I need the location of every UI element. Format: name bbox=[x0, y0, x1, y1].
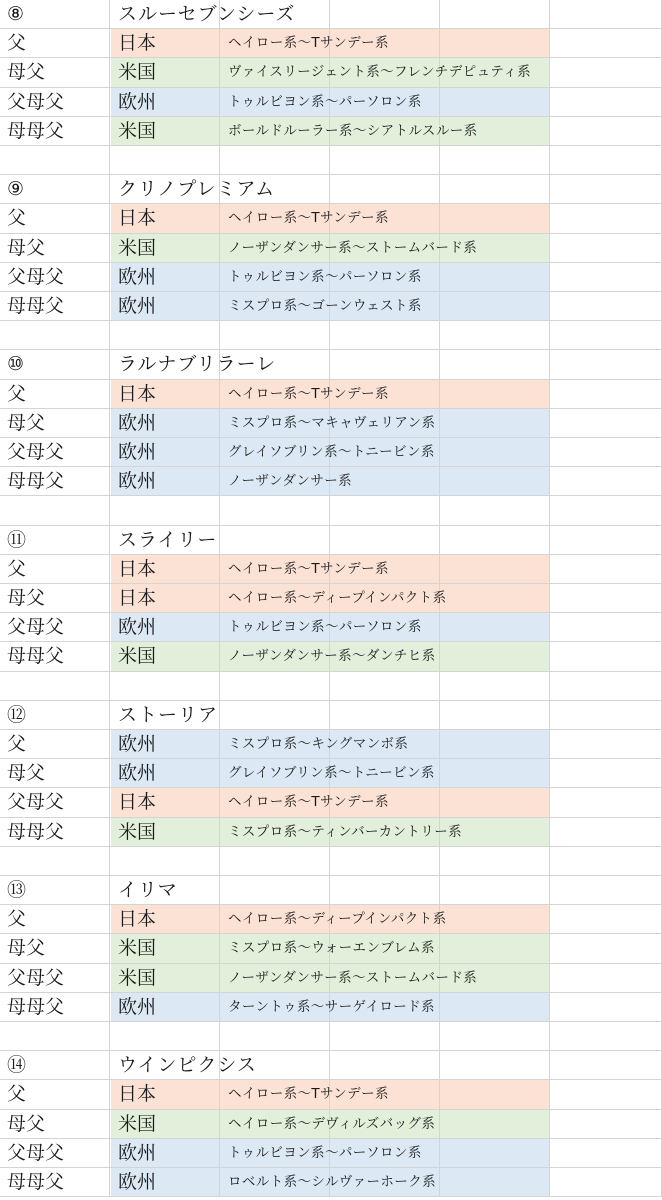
relation-label: 父母父 bbox=[7, 616, 65, 639]
pedigree-row bbox=[0, 1139, 662, 1168]
grid-cell[interactable] bbox=[550, 350, 662, 379]
grid-cell[interactable] bbox=[440, 526, 550, 555]
grid-cell[interactable] bbox=[440, 584, 550, 613]
grid-cell[interactable] bbox=[550, 672, 662, 701]
grid-cell[interactable] bbox=[330, 701, 440, 730]
grid-cell[interactable] bbox=[440, 1022, 550, 1051]
country-label: 米国 bbox=[118, 645, 157, 668]
relation-label: 母母父 bbox=[7, 470, 65, 493]
country-label: 米国 bbox=[118, 1112, 157, 1135]
pedigree-row bbox=[0, 409, 662, 438]
lineage-label: ミスプロ系〜キングマンボ系 bbox=[228, 736, 409, 752]
lineage-label: ロベルト系〜シルヴァーホーク系 bbox=[228, 1174, 437, 1190]
lineage-label: ヴァイスリージェント系〜フレンチデピュティ系 bbox=[228, 64, 532, 81]
relation-label: 母父 bbox=[7, 762, 46, 785]
country-label: 日本 bbox=[118, 1083, 157, 1106]
relation-label: 母母父 bbox=[7, 295, 65, 317]
grid-cell[interactable] bbox=[550, 993, 662, 1022]
grid-cell[interactable] bbox=[550, 1168, 662, 1197]
grid-cell[interactable] bbox=[440, 175, 550, 204]
grid-cell[interactable] bbox=[220, 526, 330, 555]
lineage-label: トゥルビヨン系〜パーソロン系 bbox=[228, 93, 422, 110]
relation-label: 母父 bbox=[7, 61, 46, 84]
lineage-label: トゥルビヨン系〜パーソロン系 bbox=[228, 268, 422, 285]
relation-label: 母母父 bbox=[7, 645, 65, 668]
grid-cell[interactable] bbox=[440, 350, 550, 379]
horse-name: クリノプレミアム bbox=[118, 178, 276, 201]
lineage-label: グレイソブリン系〜トニービン系 bbox=[228, 765, 435, 782]
pedigree-row bbox=[0, 263, 662, 292]
pedigree-row bbox=[0, 117, 662, 146]
horse-header-row bbox=[0, 1051, 662, 1080]
grid-cell[interactable] bbox=[440, 905, 550, 934]
lineage-label: トゥルビヨン系〜パーソロン系 bbox=[228, 619, 422, 636]
grid-cell[interactable] bbox=[0, 146, 110, 175]
grid-cell[interactable] bbox=[440, 321, 550, 350]
country-label: 米国 bbox=[118, 61, 157, 84]
horse-name: スルーセブンシーズ bbox=[118, 3, 296, 25]
horse-header-row bbox=[0, 0, 662, 29]
grid-cell[interactable] bbox=[550, 818, 662, 847]
pedigree-row bbox=[0, 759, 662, 788]
grid-cell[interactable] bbox=[550, 438, 662, 467]
grid-cell[interactable] bbox=[440, 438, 550, 467]
lineage-label: ヘイロー系〜ディープインパクト系 bbox=[228, 590, 447, 606]
relation-label: 母母父 bbox=[7, 820, 65, 843]
grid-cell[interactable] bbox=[440, 263, 550, 292]
country-label: 欧州 bbox=[118, 441, 157, 463]
grid-cell[interactable] bbox=[220, 701, 330, 730]
grid-cell[interactable] bbox=[550, 1139, 662, 1168]
lineage-label: ヘイロー系〜Tサンデー系 bbox=[228, 560, 389, 577]
grid-cell[interactable] bbox=[440, 204, 550, 233]
grid-cell[interactable] bbox=[550, 555, 662, 584]
country-label: 欧州 bbox=[118, 411, 157, 434]
grid-cell[interactable] bbox=[440, 1110, 550, 1139]
horse-header-row bbox=[0, 876, 662, 905]
horse-name: イリマ bbox=[118, 879, 178, 901]
grid-cell[interactable] bbox=[440, 146, 550, 175]
relation-label: 父母父 bbox=[7, 1141, 65, 1164]
lineage-label: トゥルビヨン系〜パーソロン系 bbox=[228, 1144, 422, 1161]
grid-cell[interactable] bbox=[550, 29, 662, 58]
country-label: 米国 bbox=[118, 966, 157, 989]
country-label: 日本 bbox=[118, 207, 157, 230]
country-label: 米国 bbox=[118, 820, 157, 843]
grid-cell[interactable] bbox=[550, 964, 662, 993]
grid-cell[interactable] bbox=[440, 672, 550, 701]
lineage-label: ヘイロー系〜デヴィルズバッグ系 bbox=[228, 1115, 436, 1132]
pedigree-row bbox=[0, 58, 662, 87]
grid-cell[interactable] bbox=[550, 759, 662, 788]
grid-cell[interactable] bbox=[440, 380, 550, 409]
country-label: 欧州 bbox=[118, 1141, 157, 1164]
grid-cell[interactable] bbox=[550, 409, 662, 438]
country-label: 米国 bbox=[118, 937, 157, 960]
relation-label: 母父 bbox=[7, 1112, 46, 1135]
grid-cell[interactable] bbox=[550, 934, 662, 963]
grid-cell[interactable] bbox=[220, 847, 330, 876]
relation-label: 母父 bbox=[7, 236, 46, 259]
lineage-label: ヘイロー系〜ディープインパクト系 bbox=[228, 911, 447, 928]
grid-cell[interactable] bbox=[550, 292, 662, 321]
grid-cell[interactable] bbox=[330, 672, 440, 701]
relation-label: 父 bbox=[7, 908, 27, 931]
pedigree-row bbox=[0, 438, 662, 467]
horse-header-row bbox=[0, 701, 662, 730]
country-label: 日本 bbox=[118, 557, 157, 580]
grid-cell[interactable] bbox=[550, 526, 662, 555]
grid-cell[interactable] bbox=[330, 496, 440, 525]
pedigree-row bbox=[0, 934, 662, 963]
horse-number: ⑬ bbox=[7, 879, 27, 901]
country-label: 欧州 bbox=[118, 616, 157, 639]
relation-label: 母父 bbox=[7, 937, 46, 960]
country-label: 日本 bbox=[118, 32, 157, 55]
horse-number: ⑩ bbox=[7, 353, 25, 376]
country-label: 日本 bbox=[118, 791, 157, 814]
relation-label: 父母父 bbox=[7, 966, 65, 989]
pedigree-row bbox=[0, 613, 662, 642]
grid-cell[interactable] bbox=[550, 146, 662, 175]
grid-cell[interactable] bbox=[440, 934, 550, 963]
grid-cell[interactable] bbox=[330, 350, 440, 379]
relation-label: 父 bbox=[7, 733, 27, 755]
grid-cell[interactable] bbox=[440, 555, 550, 584]
lineage-label: グレイソブリン系〜トニービン系 bbox=[228, 444, 435, 460]
relation-label: 父母父 bbox=[7, 791, 65, 814]
relation-label: 父母父 bbox=[7, 441, 65, 463]
horse-name: スライリー bbox=[118, 528, 218, 551]
blank-row bbox=[0, 496, 662, 525]
grid-cell[interactable] bbox=[550, 321, 662, 350]
country-label: 欧州 bbox=[118, 265, 157, 288]
horse-number: ⑭ bbox=[7, 1054, 27, 1077]
grid-cell[interactable] bbox=[110, 672, 220, 701]
country-label: 欧州 bbox=[118, 295, 157, 317]
lineage-label: ノーザンダンサー系〜ダンチヒ系 bbox=[228, 648, 436, 665]
lineage-label: ミスプロ系〜ゴーンウェスト系 bbox=[228, 298, 422, 314]
country-label: 欧州 bbox=[118, 1171, 157, 1193]
grid-cell[interactable] bbox=[440, 88, 550, 117]
pedigree-row bbox=[0, 29, 662, 58]
country-label: 日本 bbox=[118, 587, 157, 609]
grid-cell[interactable] bbox=[330, 1051, 440, 1080]
grid-cell[interactable] bbox=[440, 642, 550, 671]
grid-cell[interactable] bbox=[440, 993, 550, 1022]
grid-cell[interactable] bbox=[550, 1051, 662, 1080]
grid-cell[interactable] bbox=[330, 876, 440, 905]
horse-number: ⑧ bbox=[7, 3, 25, 25]
blank-row bbox=[0, 847, 662, 876]
grid-cell[interactable] bbox=[550, 730, 662, 759]
grid-cell[interactable] bbox=[550, 1022, 662, 1051]
grid-cell[interactable] bbox=[220, 672, 330, 701]
grid-cell[interactable] bbox=[220, 496, 330, 525]
lineage-label: ヘイロー系〜Tサンデー系 bbox=[228, 385, 389, 402]
grid-cell[interactable] bbox=[550, 876, 662, 905]
grid-cell[interactable] bbox=[550, 58, 662, 87]
relation-label: 父 bbox=[7, 207, 27, 230]
horse-name: ストーリア bbox=[118, 703, 219, 726]
country-label: 欧州 bbox=[118, 470, 157, 493]
grid-cell[interactable] bbox=[550, 905, 662, 934]
grid-cell[interactable] bbox=[0, 847, 110, 876]
grid-cell[interactable] bbox=[0, 321, 110, 350]
relation-label: 母父 bbox=[7, 411, 46, 434]
grid-cell[interactable] bbox=[440, 1168, 550, 1197]
grid-cell[interactable] bbox=[110, 321, 220, 350]
grid-cell[interactable] bbox=[440, 467, 550, 496]
grid-cell[interactable] bbox=[440, 1080, 550, 1109]
grid-cell[interactable] bbox=[330, 0, 440, 29]
grid-cell[interactable] bbox=[330, 1022, 440, 1051]
grid-cell[interactable] bbox=[220, 146, 330, 175]
relation-label: 父 bbox=[7, 32, 27, 55]
horse-name: ウインピクシス bbox=[118, 1054, 257, 1077]
pedigree-row bbox=[0, 1080, 662, 1109]
grid-cell[interactable] bbox=[440, 1051, 550, 1080]
lineage-label: ノーザンダンサー系〜ストームバード系 bbox=[228, 239, 478, 256]
grid-cell[interactable] bbox=[0, 672, 110, 701]
grid-cell[interactable] bbox=[440, 409, 550, 438]
grid-cell[interactable] bbox=[550, 0, 662, 29]
blank-row bbox=[0, 672, 662, 701]
relation-label: 母母父 bbox=[7, 995, 65, 1018]
grid-cell[interactable] bbox=[440, 759, 550, 788]
country-label: 欧州 bbox=[118, 762, 157, 785]
lineage-label: ミスプロ系〜ティンバーカントリー系 bbox=[228, 823, 463, 840]
lineage-label: ヘイロー系〜Tサンデー系 bbox=[228, 35, 389, 52]
grid-cell[interactable] bbox=[440, 29, 550, 58]
grid-cell[interactable] bbox=[110, 146, 220, 175]
pedigree-row bbox=[0, 234, 662, 263]
horse-number: ⑫ bbox=[7, 703, 27, 726]
grid-cell[interactable] bbox=[330, 847, 440, 876]
lineage-label: ヘイロー系〜Tサンデー系 bbox=[228, 210, 389, 227]
grid-cell[interactable] bbox=[110, 1022, 220, 1051]
grid-cell[interactable] bbox=[550, 263, 662, 292]
grid-cell[interactable] bbox=[550, 701, 662, 730]
grid-cell[interactable] bbox=[550, 467, 662, 496]
grid-cell[interactable] bbox=[0, 496, 110, 525]
relation-label: 父母父 bbox=[7, 265, 65, 288]
grid-cell[interactable] bbox=[550, 1110, 662, 1139]
relation-label: 父 bbox=[7, 1083, 27, 1106]
horse-name: ラルナブリラーレ bbox=[118, 353, 277, 376]
grid-cell[interactable] bbox=[110, 496, 220, 525]
pedigree-row bbox=[0, 788, 662, 817]
horse-number: ⑨ bbox=[7, 178, 25, 201]
grid-cell[interactable] bbox=[550, 584, 662, 613]
pedigree-row bbox=[0, 1110, 662, 1139]
relation-label: 母父 bbox=[7, 587, 46, 609]
grid-cell[interactable] bbox=[330, 146, 440, 175]
grid-cell[interactable] bbox=[220, 321, 330, 350]
country-label: 欧州 bbox=[118, 995, 157, 1018]
grid-cell[interactable] bbox=[550, 380, 662, 409]
grid-cell[interactable] bbox=[550, 642, 662, 671]
blank-row bbox=[0, 1022, 662, 1051]
grid-cell[interactable] bbox=[550, 496, 662, 525]
grid-cell[interactable] bbox=[440, 847, 550, 876]
pedigree-row bbox=[0, 642, 662, 671]
grid-cell[interactable] bbox=[550, 788, 662, 817]
pedigree-row bbox=[0, 730, 662, 759]
pedigree-row bbox=[0, 993, 662, 1022]
grid-cell[interactable] bbox=[440, 730, 550, 759]
pedigree-row bbox=[0, 905, 662, 934]
relation-label: 父母父 bbox=[7, 90, 65, 113]
grid-cell[interactable] bbox=[440, 0, 550, 29]
grid-cell[interactable] bbox=[550, 117, 662, 146]
grid-cell[interactable] bbox=[220, 1022, 330, 1051]
grid-cell[interactable] bbox=[440, 1139, 550, 1168]
grid-cell[interactable] bbox=[550, 234, 662, 263]
grid-cell[interactable] bbox=[0, 1022, 110, 1051]
grid-cell[interactable] bbox=[440, 876, 550, 905]
horse-header-row bbox=[0, 526, 662, 555]
blank-row bbox=[0, 321, 662, 350]
grid-cell[interactable] bbox=[550, 88, 662, 117]
grid-cell[interactable] bbox=[330, 526, 440, 555]
grid-cell[interactable] bbox=[550, 613, 662, 642]
lineage-label: ターントゥ系〜サーゲイロード系 bbox=[228, 998, 435, 1015]
lineage-label: ヘイロー系〜Tサンデー系 bbox=[228, 794, 389, 811]
grid-cell[interactable] bbox=[440, 613, 550, 642]
horse-header-row bbox=[0, 175, 662, 204]
pedigree-row bbox=[0, 818, 662, 847]
pedigree-row bbox=[0, 1168, 662, 1197]
country-label: 日本 bbox=[118, 382, 157, 405]
pedigree-row bbox=[0, 584, 662, 613]
lineage-label: ミスプロ系〜ウォーエンブレム系 bbox=[228, 940, 435, 957]
country-label: 欧州 bbox=[118, 733, 157, 755]
horse-header-row bbox=[0, 350, 662, 379]
lineage-label: ノーザンダンサー系〜ストームバード系 bbox=[228, 969, 478, 986]
lineage-label: ボールドルーラー系〜シアトルスルー系 bbox=[228, 122, 478, 139]
horse-number: ⑪ bbox=[7, 528, 27, 551]
country-label: 欧州 bbox=[118, 90, 157, 113]
grid-cell[interactable] bbox=[440, 701, 550, 730]
country-label: 米国 bbox=[118, 236, 157, 259]
relation-label: 父 bbox=[7, 382, 27, 405]
relation-label: 母母父 bbox=[7, 1171, 65, 1193]
blank-row bbox=[0, 146, 662, 175]
lineage-label: ヘイロー系〜Tサンデー系 bbox=[228, 1086, 389, 1103]
pedigree-row bbox=[0, 555, 662, 584]
grid-cell[interactable] bbox=[440, 496, 550, 525]
grid-cell[interactable] bbox=[110, 847, 220, 876]
country-label: 日本 bbox=[118, 908, 157, 931]
grid-cell[interactable] bbox=[440, 292, 550, 321]
lineage-label: ノーザンダンサー系 bbox=[228, 473, 353, 490]
pedigree-row bbox=[0, 292, 662, 321]
country-label: 米国 bbox=[118, 119, 157, 142]
grid-cell[interactable] bbox=[220, 876, 330, 905]
grid-cell[interactable] bbox=[550, 1080, 662, 1109]
pedigree-row bbox=[0, 380, 662, 409]
grid-cell[interactable] bbox=[440, 788, 550, 817]
grid-cell[interactable] bbox=[550, 847, 662, 876]
grid-cell[interactable] bbox=[330, 321, 440, 350]
relation-label: 父 bbox=[7, 557, 27, 580]
relation-label: 母母父 bbox=[7, 119, 65, 142]
grid-cell[interactable] bbox=[330, 175, 440, 204]
lineage-label: ミスプロ系〜マキャヴェリアン系 bbox=[228, 414, 436, 431]
pedigree-row bbox=[0, 467, 662, 496]
grid-cell[interactable] bbox=[550, 175, 662, 204]
pedigree-row bbox=[0, 204, 662, 233]
pedigree-row bbox=[0, 964, 662, 993]
grid-cell[interactable] bbox=[550, 204, 662, 233]
pedigree-row bbox=[0, 88, 662, 117]
